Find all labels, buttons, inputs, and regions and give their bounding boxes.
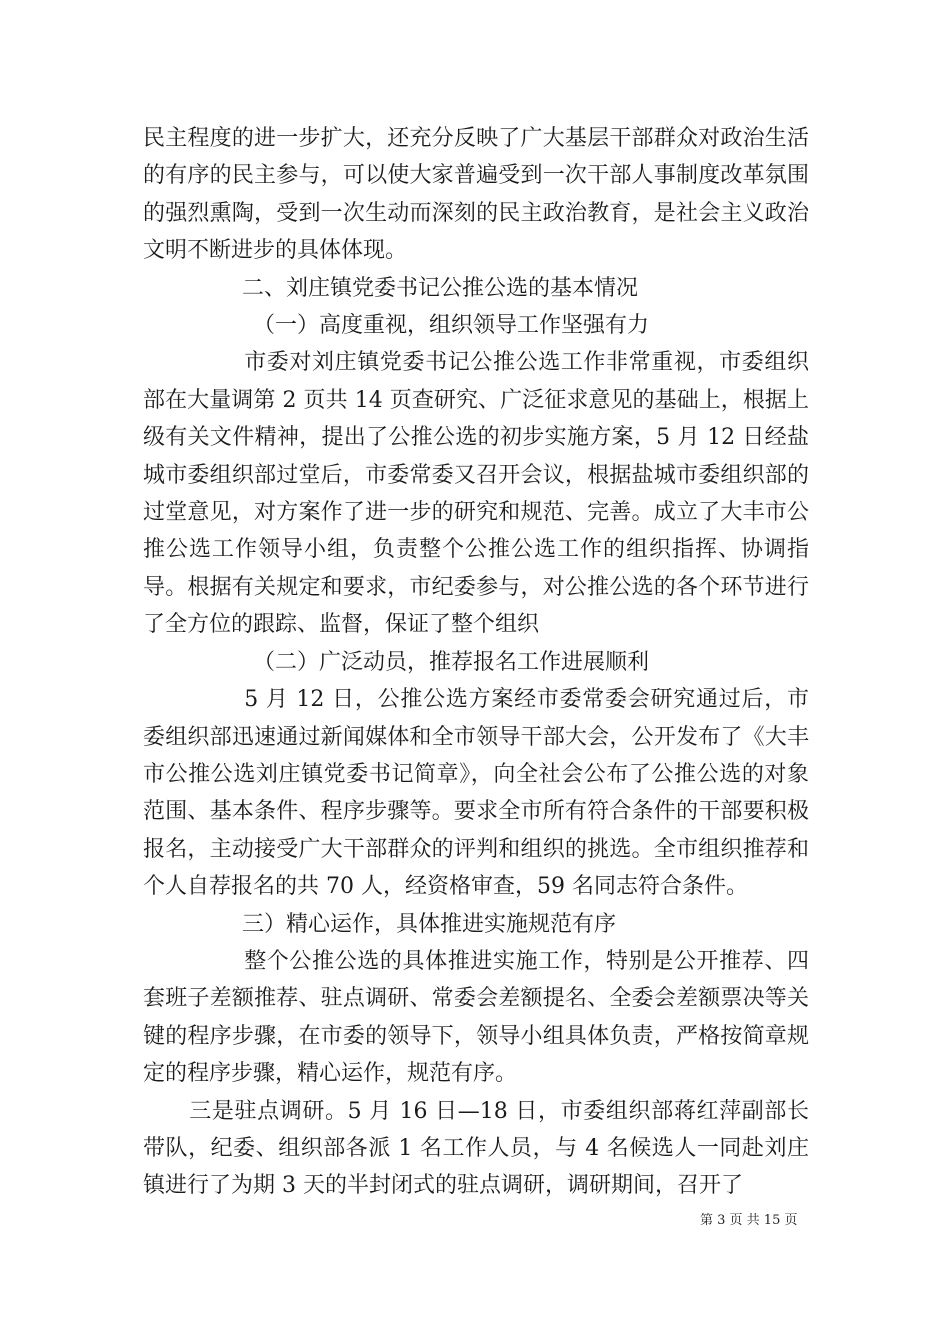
section-heading-2: 二、刘庄镇党委书记公推公选的基本情况 [242, 275, 639, 301]
paragraph-registration: 5 月 12 日，公推公选方案经市委常委会研究通过后，市委组织部迅速通过新闻媒体和全市领导干部大会，公开发布了《大丰市公推公选刘庄镇党委书记简章》，向全社会公布了公推公选的对象范围、基本条件、程序步骤等。要求全市所有符合条件的干部要积极报名，主动接受广大干部群众的评判和组织的挑选。全市组织推荐和个人自荐报名的共 70 人，经资格审查，59 名同志符合条件。 [143, 687, 809, 900]
subsection-heading-3: 三）精心运作，具体推进实施规范有序 [242, 911, 617, 937]
subsection-heading-1: （一）高度重视，组织领导工作坚强有力 [253, 313, 650, 339]
page-footer: 第 3 页 共 15 页 [700, 1213, 798, 1228]
subsection-heading-2: （二）广泛动员，推荐报名工作进展顺利 [253, 649, 650, 675]
document-body [143, 120, 809, 1205]
paragraph-leadership: 市委对刘庄镇党委书记公推公选工作非常重视，市委组织部在大量调第 2 页共 14 页查研究、广泛征求意见的基础上，根据上级有关文件精神，提出了公推公选的初步实施方案，5 月 12 日经盐城市委组织部过堂后，市委常委又召开会议，根据盐城市委组织部的过堂意见，对方案作了进一步的研究和规范、完善。成立了大丰市公推公选工作领导小组，负责整个公推公选工作的组织指挥、协调指导。根据有关规定和要求，市纪委参与，对公推公选的各个环节进行了全方位的跟踪、监督，保证了整个组织 [143, 350, 809, 638]
paragraph-continuation: 民主程度的进一步扩大，还充分反映了广大基层干部群众对政治生活的有序的民主参与，可以使大家普遍受到一次干部人事制度改革氛围的强烈熏陶，受到一次生动而深刻的民主政治教育，是社会主义政治文明不断进步的具体体现。 [143, 126, 809, 264]
paragraph-field-research: 三是驻点调研。5 月 16 日—18 日，市委组织部蒋红萍副部长带队，纪委、组织部各派 1 名工作人员，与 4 名候选人一同赴刘庄镇进行了为期 3 天的半封闭式的驻点调研，调研期间，召开了 [143, 1098, 809, 1199]
paragraph-implementation: 整个公推公选的具体推进实施工作，特别是公开推荐、四套班子差额推荐、驻点调研、常委会差额提名、全委会差额票决等关键的程序步骤，在市委的领导下，领导小组具体负责，严格按简章规定的程序步骤，精心运作，规范有序。 [143, 948, 809, 1087]
